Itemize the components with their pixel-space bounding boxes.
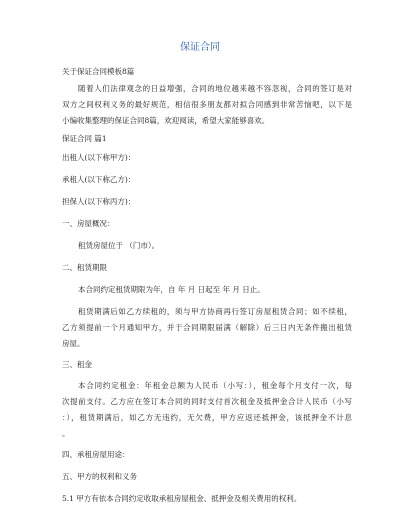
section-5-heading: 五、甲方的权利和义务 xyxy=(62,472,137,481)
section-3-heading: 三、租金 xyxy=(62,360,92,369)
section-title: 保证合同 篇1 xyxy=(62,134,107,143)
section-1-heading: 一、房屋概况： xyxy=(62,219,115,228)
section-2-text: 本合同约定租赁期限为年，自 年 月 日起至 年 月 日止。 xyxy=(78,285,265,294)
section-3-para-line-3: ：），租赁期满后，如乙方无违约，无欠费，甲方应返还抵押金，该抵押金不计息 xyxy=(62,413,352,422)
document-title: 保证合同 xyxy=(180,42,220,53)
section-3-para-line-1: 本合同约定租金：年租金总额为人民币（小写：），租金每个月支付一次，每 xyxy=(78,381,352,390)
party-lessee: 承租人(以下称乙方)： xyxy=(62,175,136,184)
intro-line-3: 小编收集整理的保证合同8篇，欢迎阅读，希望大家能够喜欢。 xyxy=(62,116,270,125)
intro-line-2: 双方之间权利义务的最好规范，相信很多朋友都对拟合同感到非常苦恼吧，以下是 xyxy=(62,100,352,109)
section-3-para-line-2: 次提前支付。乙方应在签订本合同的同时支付首次租金及抵押金合计人民币（小写 xyxy=(62,397,352,406)
party-lessor: 出租人(以下称甲方)： xyxy=(62,153,136,162)
section-5-item-1: 5.1 甲方有依本合同约定收取承租房屋租金、抵押金及相关费用的权利。 xyxy=(62,494,302,503)
section-2-heading: 二、租赁期限 xyxy=(62,263,107,272)
section-4-heading: 四、承租房屋用途： xyxy=(62,450,130,459)
section-3-para-line-4: 。 xyxy=(62,429,70,438)
section-2-para-line-3: 房屋。 xyxy=(62,339,85,348)
section-2-para-line-1: 租赁期满后如乙方续租的，须与甲方协商再行签订房屋租赁合同；如不续租， xyxy=(78,307,352,316)
party-guarantor: 担保人(以下称丙方)： xyxy=(62,197,136,206)
section-2-para-line-2: 乙方须提前一个月通知甲方，并于合同期限届满（解除）后三日内无条件搬出租赁 xyxy=(62,323,352,332)
section-1-text: 租赁房屋位于 （门市）。 xyxy=(78,241,160,250)
intro-line-1: 随着人们法律观念的日益增强，合同的地位越来越不容忽视，合同的签订是对 xyxy=(78,84,352,93)
document-subtitle: 关于保证合同模板8篇 xyxy=(62,67,135,76)
